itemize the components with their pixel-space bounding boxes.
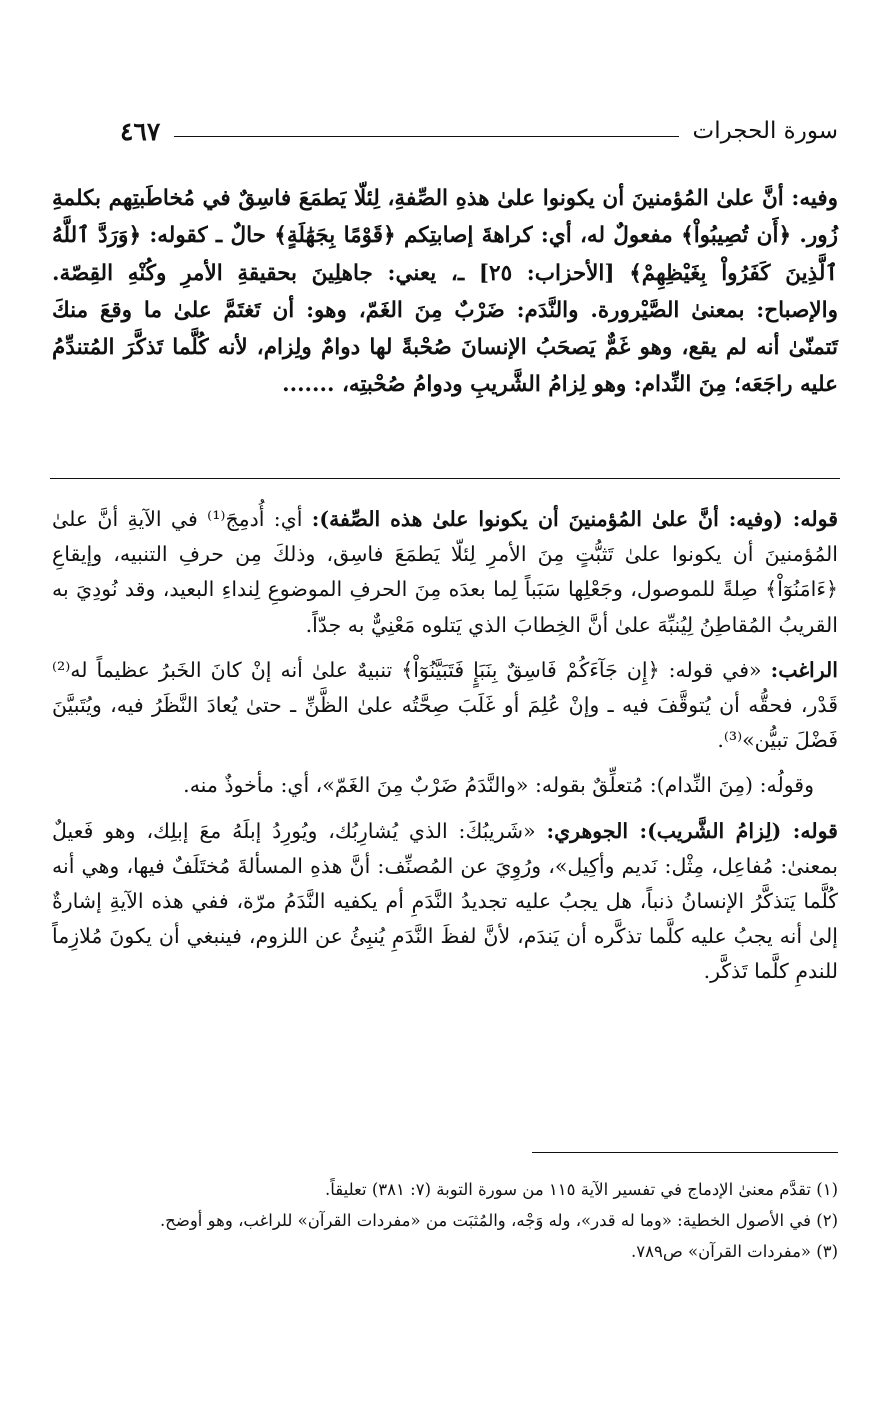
commentary-lead: الراغب:	[770, 657, 838, 682]
commentary-text: أي: أُدمِجَ⁽¹⁾ في الآيةِ أنَّ علىٰ المُؤمنينَ أن يكونوا علىٰ تَثبُّتٍ مِنَ الأمرِ لِئلّا يَطمَعَ فاسِق، وذلكَ مِن حرفِ التنبيه، وإيقاعِ ﴿ءَامَنُوٓاْ﴾ صِلةً للموصول، وجَعْلِها سَبَباً لِما بعدَه مِنَ الحرفِ الموضوعِ لِنداءِ البعيد، وقد نُودِيَ به القريبُ المُقاطِنُ لِيُنبِّهَ علىٰ أنَّ الخِطابَ الذي يَتلوه مَعْنِيٌّ به جدّاً.	[52, 507, 838, 637]
main-divider	[50, 478, 840, 479]
commentary-lead: قوله: (وفيه: أنَّ علىٰ المُؤمنينَ أن يكونوا علىٰ هذه الصِّفة):	[311, 507, 838, 531]
main-paragraph: وفيه: أنَّ علىٰ المُؤمنينَ أن يكونوا علىٰ هذهِ الصِّفةِ، لِئلّا يَطمَعَ فاسِقٌ في مُخاطَبتِهم بكلمةِ زُور. ﴿أَن تُصِيبُواْ﴾ مفعولٌ له، أي: كراهةَ إصابتِكم ﴿قَوْمًا بِجَهَٰلَةٍ﴾ حالٌ ـ كقوله: ﴿وَرَدَّ ٱللَّهُ ٱلَّذِينَ كَفَرُواْ بِغَيْظِهِمْ﴾ [الأحزاب: ٢٥] ـ، يعني: جاهلِينَ بحقيقةِ الأمرِ وكُنْهِ القِصّة. والإصباح: بمعنىٰ الصَّيْرورة. والنَّدَم: ضَرْبٌ مِنَ الغَمّ، وهو: أن تَغتَمَّ علىٰ ما وقعَ منكَ تَتمنّىٰ أنه لم يقع، وهو غَمٌّ يَصحَبُ الإنسانَ صُحْبةً لها دوامٌ ولِزام، لأنه كُلَّما تَذكَّرَ المُتندِّمُ عليه راجَعَه؛ مِنَ النِّدام: وهو لِزامُ الشَّريبِ ودوامُ صُحْبتِه، .......	[52, 186, 838, 398]
commentary-section	[52, 502, 838, 1000]
header-rule	[174, 136, 678, 137]
surah-title: سورة الحجرات	[692, 118, 838, 144]
commentary-paragraph	[52, 768, 838, 803]
footnote: (٢) في الأصول الخطية: «وما له قدر»، وله وَجْه، والمُثبَت من «مفردات القرآن» للراغب، وهو أوضح.	[159, 1211, 838, 1230]
commentary-text: «شَريبُكَ: الذي يُشارِبُك، ويُورِدُ إبلَهُ معَ إبلِك، وهو فَعيلٌ بمعنىٰ: مُفاعِل، مِثْل: نَديم وأكِيل»، ورُوِيَ عن المُصنِّف: أنَّ هذهِ المسألةَ مُختَلَفٌ فيها، وهي أنه كُلَّما يَتذكَّرُ الإنسانُ ذنباً، هل يجبُ عليه تجديدُ النَّدَمِ أم يكفيه النَّدَمُ مرّة، ففي هذه الآيةِ إشارةٌ إلىٰ أنه يجبُ عليه كلَّما تذكَّره أن يَندَم، لأنَّ لفظَ النَّدَمِ يُنبِئُ عن اللزوم، فينبغي أن يكونَ مُلازِماً للندمِ كلَّما تَذكَّر.	[52, 818, 838, 984]
commentary-paragraph	[52, 502, 838, 643]
footnote-rule	[532, 1152, 838, 1153]
main-text	[52, 180, 838, 404]
footnote: (١) تقدَّم معنىٰ الإدماج في تفسير الآية ١١٥ من سورة التوبة (٧: ٣٨١) تعليقاً.	[325, 1180, 838, 1199]
footnotes	[52, 1174, 838, 1267]
commentary-paragraph	[52, 814, 838, 990]
commentary-text: «في قوله: ﴿إِن جَآءَكُمْ فَاسِقٌ بِنَبَإٍ فَتَبَيَّنُوٓاْ﴾ تنبيهٌ علىٰ أنه إنْ كانَ الخَبرُ عظيماً له⁽²⁾ قَدْر، فحقُّه أن يُتوقَّفَ فيه ـ وإنْ عُلِمَ أو غَلَبَ صِحَّتُه علىٰ الظَّنِّ ـ حتىٰ يُعادَ النَّظَرُ فيه، ويُتَبيَّنَ فَضْلَ تبيُّن»⁽³⁾.	[52, 657, 838, 753]
page-number: ٤٦٧	[120, 116, 161, 146]
footnote: (٣) «مفردات القرآن» ص٧٨٩.	[631, 1242, 838, 1261]
commentary-text: وقولُه: (مِنَ النِّدام): مُتعلِّقٌ بقوله: «والنَّدَمُ ضَرْبٌ مِنَ الغَمّ»، أي: مأخوذٌ منه.	[183, 773, 814, 798]
commentary-lead: قوله: (لِزامُ الشَّريب): الجوهري:	[546, 818, 838, 843]
commentary-paragraph	[52, 653, 838, 759]
page-header	[120, 108, 838, 154]
